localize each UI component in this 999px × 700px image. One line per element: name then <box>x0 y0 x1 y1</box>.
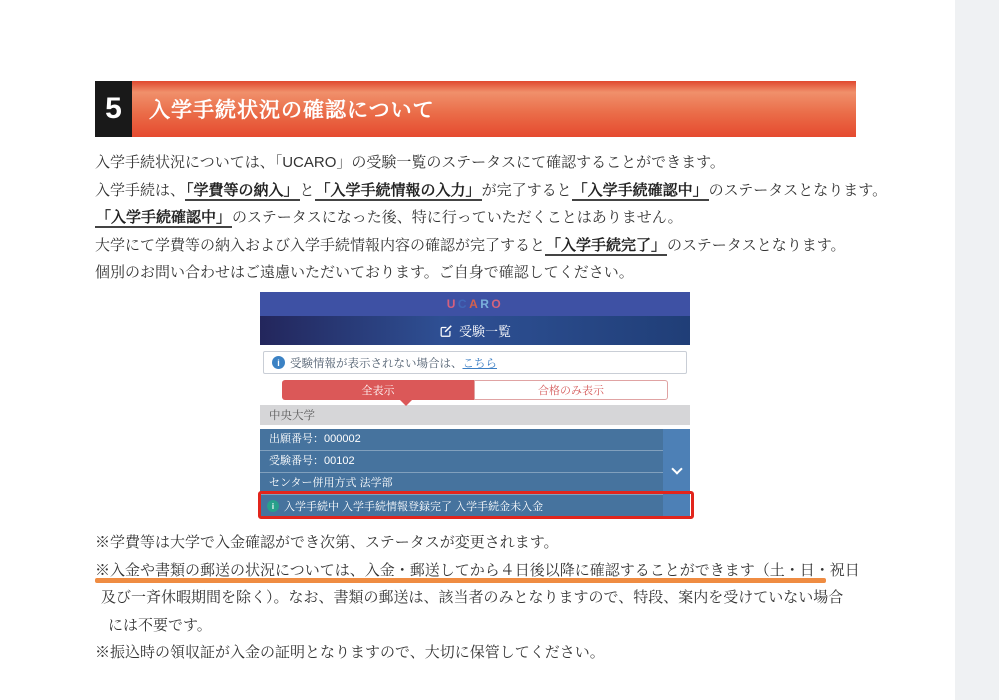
intro-text: と <box>299 181 315 199</box>
intro-text: 個別のお問い合わせはご遠慮いただいております。ご自身で確認してください。 <box>95 264 634 281</box>
exam-list-title-bar <box>260 316 690 345</box>
logo-letter: R <box>480 297 492 311</box>
exam-list-title: 受験一覧 <box>458 324 511 339</box>
viewer-gutter <box>955 0 999 700</box>
tab-show-all[interactable]: 全表示 <box>282 380 474 400</box>
intro-text: のステータスになった後、特に行っていただくことはありません。 <box>232 209 683 226</box>
note-text: には不要です。 <box>108 616 212 634</box>
logo-letter: U <box>446 297 458 311</box>
term-procedure-complete: 「入学手続完了」 <box>546 236 667 254</box>
section-title: 入学手続状況の確認について <box>149 99 435 122</box>
note-text: 及び一斉休暇期間を除く）。なお、書類の郵送は、該当者のみとなりますので、特段、案内を受けていない場合 <box>101 589 844 606</box>
intro-text: のステータスとなります。 <box>708 181 888 199</box>
display-filter-tabs <box>282 380 668 400</box>
status-info-icon: i <box>267 500 279 512</box>
edit-icon <box>439 324 453 338</box>
logo-letter: C <box>457 297 470 311</box>
ucaro-logo <box>447 297 504 311</box>
term-info-entry: 「入学手続情報の入力」 <box>315 181 481 199</box>
intro-line-1 <box>95 149 885 177</box>
faculty-row: センター併用方式 法学部 <box>260 473 663 495</box>
intro-line-4 <box>95 232 885 260</box>
section-number: 5 <box>95 81 132 137</box>
intro-text: のステータスとなります。 <box>667 236 846 254</box>
examinee-number-row: 受験番号：00102 <box>260 451 663 473</box>
exam-entry-card <box>260 429 690 517</box>
note-2-line-2 <box>101 584 895 612</box>
section-header <box>95 81 856 137</box>
kochira-link[interactable]: こちら <box>462 357 497 370</box>
intro-line-3 <box>95 204 885 232</box>
note-text: ※学費等は大学で入金確認ができ次第、ステータスが変更されます。 <box>95 534 559 551</box>
note-1 <box>95 529 895 557</box>
logo-letter: O <box>491 297 504 311</box>
intro-text: 入学手続状況については、「UCARO」の受験一覧のステータスにて確認することができます。 <box>95 154 725 171</box>
university-name-bar: 中央大学 <box>260 405 690 425</box>
intro-text: 大学にて学費等の納入および入学手続情報内容の確認が完了すると <box>95 236 546 254</box>
term-procedure-confirming: 「入学手続確認中」 <box>96 209 232 226</box>
note-text: ※入金や書類の郵送の状況については、入金・郵送してから４日後以降に確認することができます（土・日・祝日 <box>95 561 860 579</box>
intro-paragraph <box>95 149 888 287</box>
status-text: 入学手続中 入学手続情報登録完了 入学手続金未入金 <box>284 501 544 513</box>
active-tab-pointer <box>400 400 412 406</box>
application-number-row: 出願番号：000002 <box>260 429 663 451</box>
exam-info-notice <box>263 351 687 374</box>
status-highlight-box <box>258 491 694 519</box>
note-3 <box>95 639 895 667</box>
ucaro-screenshot <box>260 292 690 517</box>
info-icon: i <box>272 356 285 369</box>
term-procedure-confirming: 「入学手続確認中」 <box>572 181 708 199</box>
note-2-line-3 <box>108 612 895 640</box>
intro-text: が完了すると <box>481 181 572 199</box>
intro-text: 入学手続は、 <box>95 181 186 199</box>
note-text: ※振込時の領収証が入金の証明となりますので、大切に保管してください。 <box>95 644 605 661</box>
ucaro-header-bar <box>260 292 690 316</box>
notice-text: 受験情報が表示されない場合は、 <box>290 357 463 370</box>
term-tuition-payment: 「学費等の納入」 <box>186 181 299 199</box>
intro-line-5 <box>95 259 885 287</box>
tab-show-passed-only[interactable]: 合格のみ表示 <box>474 380 668 400</box>
intro-line-2 <box>95 177 888 205</box>
logo-letter: A <box>469 297 481 311</box>
orange-highlight-underline <box>95 578 826 583</box>
notes-block <box>95 529 895 667</box>
